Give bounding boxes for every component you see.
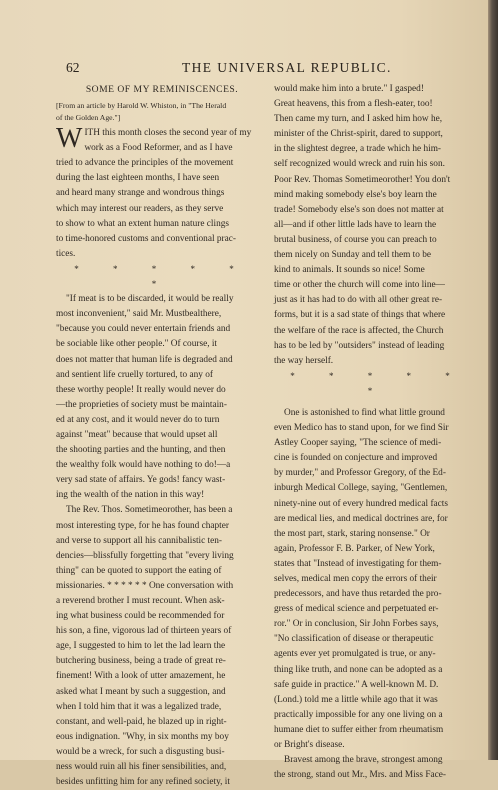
text-line: eous indignation. "Why, in six months my boy	[56, 731, 229, 742]
text-line: "No classification of disease or therapeutic	[274, 634, 434, 645]
text-line: all—and if other little lads have to learn the	[274, 219, 437, 230]
text-line: would be a wreck, for such a disgusting busi-	[56, 746, 225, 757]
text-line: self recognized would wreck and ruin his son.	[274, 159, 445, 170]
left-column	[56, 82, 268, 790]
text-line: mind making somebody else's boy learn the	[274, 189, 437, 200]
text-line: to time-honored customs and conventional prac-	[56, 233, 236, 244]
text-line: dencies—blissfully forgetting that "every living	[56, 550, 234, 561]
text-line: thing" can be quoted to support the eating of	[56, 565, 222, 576]
text-line: "because you could never entertain friends and	[56, 324, 231, 335]
text-line: asked what I meant by such a suggestion, and	[56, 686, 226, 697]
text-line: has to be led by "outsiders" instead of leading	[274, 340, 445, 351]
text-line: the wealthy folk would have nothing to do!—a	[56, 460, 231, 471]
text-line: inburgh Medical College, saying, "Gentlemen,	[274, 483, 448, 494]
text-line: ror." Or in conclusion, Sir John Forbes says,	[274, 619, 439, 630]
text-line: a reverend brother I must recount. When ask-	[56, 596, 225, 606]
text-line: constant, and well-paid, he blazed up in right-	[56, 716, 227, 727]
byline-line: [From an article by Harold W. Whiston, in "The Herald	[56, 101, 227, 111]
text-line: ITH this month closes the second year of my	[84, 128, 252, 139]
text-line: The Rev. Thos. Sometimeorother, has been a	[66, 505, 233, 516]
text-line: trade! Somebody else's son does not matter at	[274, 204, 444, 215]
text-line: just as it has had to do with all other great re-	[274, 295, 443, 306]
text-line: tried to advance the principles of the movement	[56, 158, 234, 169]
text-line: even Medico has to stand upon, for we find Sir	[274, 423, 449, 434]
text-line: his son, a fine, vigorous lad of thirteen years of	[56, 626, 232, 637]
text-line: would make him into a brute." I gasped!	[274, 84, 424, 94]
text-line: Great heavens, this from a flesh-eater, too!	[274, 99, 433, 110]
text-line: most inconvenient," said Mr. Mustbealthere,	[56, 309, 222, 320]
text-line: ninety-nine out of every hundred medical facts	[274, 498, 448, 509]
text-line: minister of the Christ-spirit, dared to support,	[274, 129, 443, 140]
text-line: forms, but it is a sad state of things that where	[274, 310, 446, 321]
text-line: the shooting parties and the hunting, and then	[56, 445, 226, 456]
running-head: THE UNIVERSAL REPUBLIC.	[182, 60, 392, 75]
text-line: the way herself.	[274, 355, 334, 366]
text-line: besides unfitting him for any refined society, it	[56, 777, 230, 788]
text-line: cine is founded on conjecture and improved	[274, 453, 438, 464]
text-line: finement! With a look of utter amazement, he	[56, 671, 226, 682]
text-line: humane diet to suffer either from rheumatism	[274, 724, 444, 735]
text-line: "If meat is to be discarded, it would be really	[66, 294, 234, 305]
text-line: very sad state of affairs. Ye gods! fancy wast-	[56, 475, 226, 486]
text-line: kind to animals. It sounds so nice! Some	[274, 265, 425, 276]
text-line: missionaries. * * * * * * One conversation with	[56, 580, 234, 591]
text-line: safe guide in practice." A well-known M. D.	[274, 679, 439, 690]
text-line: ing what business could be recommended for	[56, 611, 225, 622]
text-line: selves, medical men copy the errors of their	[274, 574, 437, 584]
section-break-stars: * * * * * *	[290, 370, 466, 396]
text-line: to show to what an extent human nature clings	[56, 218, 229, 229]
section-break-stars: * * * * * *	[74, 263, 250, 290]
text-line: the most part, stark, staring nonsense." Or	[274, 528, 430, 539]
text-line: One is astonished to find what little ground	[284, 407, 445, 418]
text-line: in the slightest degree, a trade which he him-	[274, 144, 442, 155]
text-line: Poor Rev. Thomas Sometimeorother! You don't	[274, 174, 451, 185]
right-column-body-b	[274, 406, 482, 783]
text-line: brutal business, of course you can preach to	[274, 234, 437, 245]
text-line: states that "Instead of investigating for them-	[274, 558, 442, 569]
text-line: which may interest our readers, as they serve	[56, 203, 224, 214]
text-line: ed at any cost, and it would never do to turn	[56, 414, 220, 425]
book-gutter	[488, 0, 498, 760]
text-line: predecessors, and have thus retarded the pro-	[274, 589, 442, 600]
text-line: again, Professor F. B. Parker, of New York,	[274, 543, 435, 554]
text-line: and sentient life cruelly tortured, to any of	[56, 369, 213, 380]
text-line: work as a Food Reformer, and as I have	[84, 143, 233, 154]
right-column-body-a	[274, 82, 482, 399]
text-line: butchering business, being a trade of great re-	[56, 656, 226, 667]
text-line: by murder," and Professor Gregory, of the Ed-	[274, 468, 446, 479]
byline-line: of the Golden Age."]	[56, 112, 121, 122]
text-line: during the last eighteen months, I have seen	[56, 173, 220, 184]
page-number: 62	[66, 60, 80, 75]
article-title: SOME OF MY REMINISCENCES.	[85, 84, 239, 95]
text-line: Astley Cooper saying, "The science of medi-	[274, 438, 442, 449]
text-line: thing like truth, and none can be adopted as a	[274, 664, 443, 675]
text-line: does not matter that human life is degraded and	[56, 354, 233, 365]
text-line: are medical lies, and medical doctrines are, for	[274, 513, 448, 524]
text-line: when I told him that it was a legalized trade,	[56, 701, 222, 712]
text-line: (Lond.) told me a little while ago that it was	[274, 694, 438, 705]
text-line: these worthy people! It really would never do	[56, 384, 226, 395]
text-line: Then came my turn, and I asked him how he,	[274, 114, 443, 125]
text-line: the strong, stand out Mr., Mrs. and Miss Face-	[274, 770, 446, 781]
text-line: ness would ruin all his finer sensibilities, and,	[56, 762, 227, 773]
text-line: agents ever yet promulgated is true, or any-	[274, 649, 436, 660]
text-line: gress of medical science and perpetuated er-	[274, 604, 439, 615]
right-column	[274, 82, 482, 783]
text-line: them nicely on Sunday and tell them to be	[274, 250, 431, 261]
text-line: Bravest among the brave, strongest among	[284, 755, 443, 766]
text-line: tices.	[56, 248, 76, 259]
text-line: —the proprieties of society must be maintain-	[56, 399, 227, 410]
text-line: and heard many strange and wondrous things	[56, 188, 225, 199]
text-line: most interesting type, for he has found chapter	[56, 520, 229, 531]
text-line: or Bright's disease.	[274, 740, 345, 751]
text-line: time or other the church will come into line—	[274, 280, 445, 291]
drop-cap: W	[56, 123, 83, 155]
text-line: be sociable like other people." Of course, it	[56, 339, 218, 350]
left-column-body	[56, 123, 268, 790]
text-line: practically impossible for any one living on a	[274, 709, 443, 720]
text-line: against "meat" because that would upset all	[56, 429, 218, 440]
text-line: age, I suggested to him to let the lad learn the	[56, 641, 226, 652]
text-line: ing the wealth of the nation in this way!	[56, 490, 205, 501]
text-line: and verse to support all his cannibalistic ten-	[56, 535, 223, 546]
text-line: the welfare of the race is affected, the Church	[274, 325, 444, 336]
